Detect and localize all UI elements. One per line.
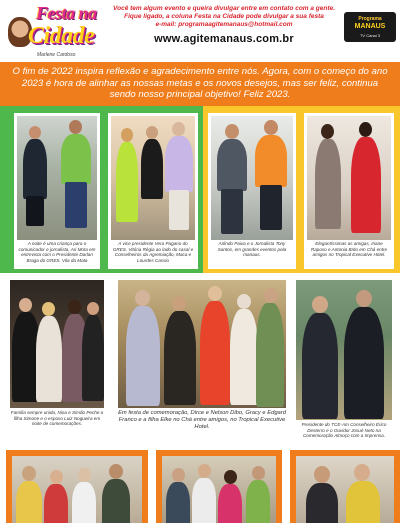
caption-2: A vice presidente Vera Pagano do GRES. Vitória Régia ao lado do casal e Conselheiros da Agremiação, Maca e Lourdes Cassio: [112, 241, 194, 263]
banner-text: O fim de 2022 inspira reflexão e agradecimento entre nós. Agora, com o começo do ano 2023 é hora de alinhar as nossas metas e os novos desejos, mas ser feliz, continua sendo nosso principal objetivo! Feliz 2023.: [12, 66, 388, 100]
green-panel: [0, 106, 203, 273]
caption-6: Em festa de comemoração, Dirce e Nelson Dibo, Gracy e Edgard Franco e a filha Elke no Chá entre amigos, no Tropical Executive Hotel.: [118, 410, 286, 430]
tv-program-badge: [344, 12, 396, 42]
intro-line-2: Fique ligado, a coluna Festa na Cidade pode divulgar a sua festa: [124, 13, 324, 20]
caption-7: Presidente do TCE-Am Conselheiro Érico Desterro e o Ouvidor Josué Neto na Comemoração Almoço com a Imprensa.: [301, 422, 387, 439]
logo-title-line2: Cidade: [28, 23, 95, 49]
photo-card-2: [108, 113, 198, 269]
photo-card-3: [208, 113, 296, 269]
caption-3: Arlindo Paiva e o Jornalista Tony Santos, em grandes eventos pela manaus.: [217, 241, 287, 258]
orange-frame-3: [290, 450, 400, 523]
badge-line-3: TV Canal 3: [359, 33, 380, 38]
intro-email: e-mail: programaagitemanaus@hotmail.com: [155, 21, 293, 28]
photo-card-1: [14, 113, 100, 269]
photo-9: [162, 456, 276, 523]
badge-line-1: Programa: [358, 16, 382, 22]
photo-row-1: [0, 106, 400, 273]
column-logo: [8, 3, 108, 49]
page-header: [0, 0, 400, 62]
intro-text: [108, 5, 340, 29]
new-year-banner: [0, 62, 400, 106]
intro-line-1: Você tem algum evento e queira divulgar entre em contato com a gente.: [113, 5, 335, 12]
photo-1: [17, 116, 97, 240]
photo-6: [118, 280, 286, 408]
photo-3: [211, 116, 293, 240]
orange-frame-1: [6, 450, 148, 523]
site-url[interactable]: www.agitemanaus.com.br: [154, 33, 294, 45]
photo-row-3: [0, 448, 400, 523]
caption-4: Elegantíssimas as amigas, Iriane Raposo e Antonia Brito em Chá entre amigos no Tropical Executive Hotel.: [310, 241, 388, 258]
photo-card-4: [304, 113, 394, 269]
caption-5: Família sempre unida, Nina e Simão Peche a filha Simone e o esposo Luiz Nogueira em noite de comemorações.: [10, 410, 104, 427]
photo-8: [12, 456, 142, 523]
photo-2: [111, 116, 195, 240]
yellow-panel: [203, 106, 400, 273]
photo-7: [296, 280, 392, 420]
caption-1: A noite é uma criança para o comunicador e jornalista, Ari Mota em entrevista com o Presidente Darlan Braga do GRES. Vila da Mata: [18, 241, 96, 263]
photo-4: [307, 116, 391, 240]
photo-row-2: [0, 276, 400, 448]
badge-line-2: MANAUS: [354, 23, 386, 30]
photo-10: [296, 456, 394, 523]
logo-title-line1: Festa na: [36, 3, 97, 23]
columnist-byline: Marlene Cardoso: [37, 52, 76, 58]
orange-frame-2: [156, 450, 282, 523]
photo-5: [10, 280, 104, 408]
